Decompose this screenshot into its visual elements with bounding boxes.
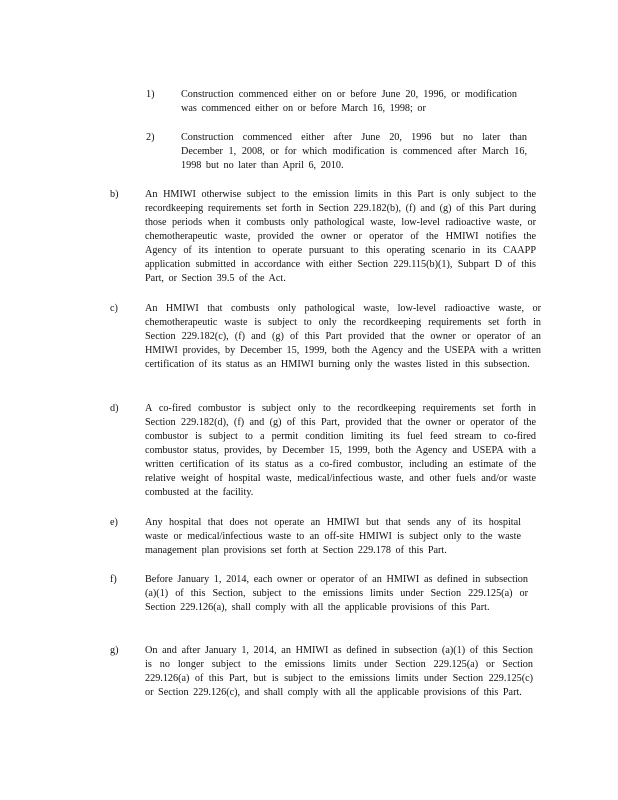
subitem-label: 1) — [146, 89, 155, 100]
item-label: e) — [110, 517, 118, 528]
item-text: An HMIWI that combusts only pathological waste, low-level radioactive waste, or chemotherapeutic waste is subject to only the recordkeeping requirements set forth in Section 229.182(c), (f) and (g) of this Part provided that the owner or operator of an HMIWI provides, by December 15, 1999, both the Agency and the USEPA with a written certification of its status as an HMIWI burning only the wastes listed in this subsection. — [145, 303, 541, 370]
item-label: b) — [110, 189, 119, 200]
item-label: f) — [110, 574, 117, 585]
item-text: Any hospital that does not operate an HMIWI but that sends any of its hospital waste or medical/infectious waste to an off-site HMIWI is subject only to the waste management plan provisions set forth at Section 229.178 of this Part. — [145, 517, 521, 556]
item-text: A co-fired combustor is subject only to the recordkeeping requirements set forth in Section 229.182(d), (f) and (g) of this Part, provided that the owner or operator of the combustor is subject to a permit condition limiting its fuel feed stream to co-fired combustor status, provides, by December 15, 1999, both the Agency and USEPA with a written certification of its status as a co-fired combustor, including an estimate of the relative weight of hospital waste, medical/infectious waste, and other fuels and/or waste combusted at the facility. — [145, 403, 536, 498]
item-label: c) — [110, 303, 118, 314]
item-text: An HMIWI otherwise subject to the emission limits in this Part is only subject to the recordkeeping requirements set forth in Section 229.182(b), (f) and (g) of this Part during those periods when it combusts only pathological waste, low-level radioactive waste, or chemotherapeutic waste, provided the owner or operator of the HMIWI notifies the Agency of its intention to operate pursuant to this operating scenario in its CAAPP application submitted in accordance with either Section 229.115(b)(1), Subpart D of this Part, or Section 39.5 of the Act. — [145, 189, 536, 284]
item-label: d) — [110, 403, 119, 414]
subitem-text: Construction commenced either after June 20, 1996 but no later than December 1, 2008, or for which modification is commenced after March 16, 1998 but no later than April 6, 2010. — [181, 132, 527, 171]
subitem-text: Construction commenced either on or before June 20, 1996, or modification was commenced either on or before March 16, 1998; or — [181, 89, 517, 114]
subitem-label: 2) — [146, 132, 155, 143]
item-label: g) — [110, 645, 119, 656]
item-text: Before January 1, 2014, each owner or operator of an HMIWI as defined in subsection (a)(1) of this Section, subject to the emissions limits under Section 229.125(a) or Section 229.126(a), shall comply with all the applicable provisions of this Part. — [145, 574, 528, 613]
item-text: On and after January 1, 2014, an HMIWI as defined in subsection (a)(1) of this Section is no longer subject to the emissions limits under Section 229.125(a) or Section 229.126(a) of this Part, but is subject to the emissions limits under Section 229.125(c) or Section 229.126(c), and shall comply with all the applicable provisions of this Part. — [145, 645, 533, 698]
